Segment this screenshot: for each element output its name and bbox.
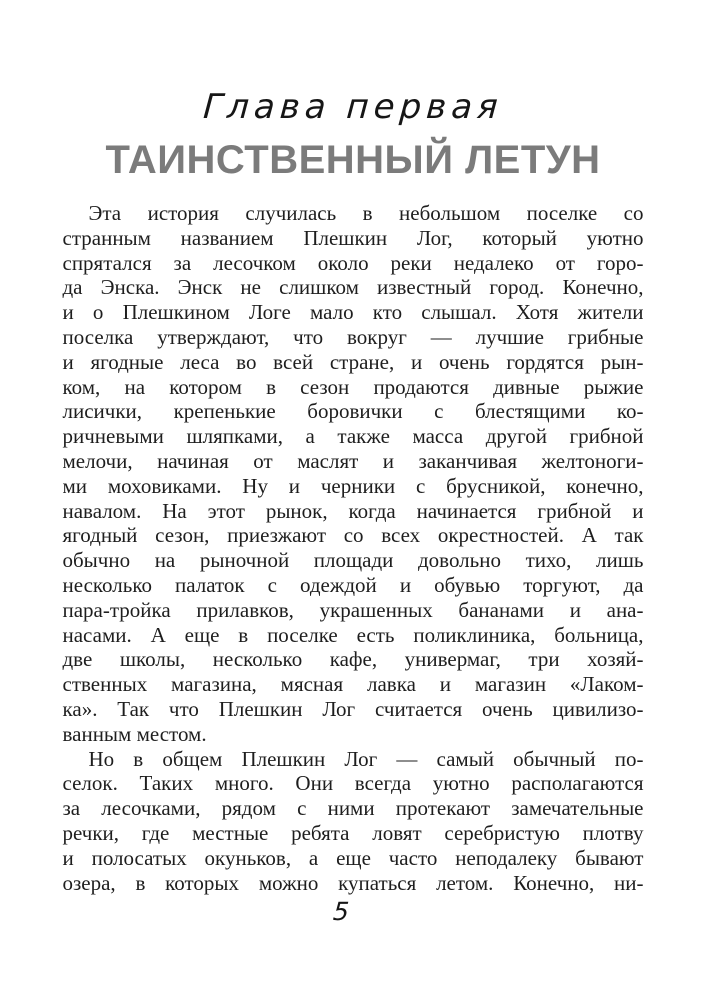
text-line: Но в общем Плешкин Лог — самый обычный по- bbox=[88, 746, 644, 771]
text-line: ричневыми шляпками, а также масса другой грибной bbox=[62, 424, 644, 449]
chapter-heading bbox=[0, 0, 706, 182]
text-line: странным названием Плешкин Лог, который уютно bbox=[62, 225, 644, 250]
paragraph bbox=[63, 747, 644, 896]
body-text bbox=[63, 201, 644, 895]
text-line: мелочи, начиная от маслят и заканчивая желтоноги- bbox=[62, 448, 644, 473]
text-line: насами. А еще в поселке есть поликлиника, больница, bbox=[62, 622, 644, 647]
text-line: спрятался за лесочком около реки недалеко от горо- bbox=[62, 250, 644, 275]
text-line: ванным местом. bbox=[62, 721, 207, 746]
text-line: за лесочками, рядом с ними протекают замечательные bbox=[62, 796, 644, 821]
text-line: несколько палаток с одеждой и обувью торгуют, да bbox=[62, 572, 644, 597]
text-line: две школы, несколько кафе, универмаг, три хозяй- bbox=[62, 647, 644, 672]
text-line: озера, в которых можно купаться летом. Конечно, ни- bbox=[62, 870, 644, 895]
text-line: поселка утверждают, что вокруг — лучшие грибные bbox=[62, 324, 644, 349]
chapter-title: ТАИНСТВЕННЫЙ ЛЕТУН bbox=[105, 138, 601, 182]
text-line: обычно на рыночной площади довольно тихо, лишь bbox=[62, 548, 644, 573]
text-line: да Энска. Энск не слишком известный город. Конечно, bbox=[62, 275, 644, 300]
text-line: Эта история случилась в небольшом поселке со bbox=[88, 201, 644, 225]
text-line: навалом. На этот рынок, когда начинается грибной и bbox=[62, 498, 644, 523]
text-line: и ягодные леса во всей стране, и очень гордятся рын- bbox=[62, 349, 644, 374]
text-line: лисички, крепенькие боровички с блестящими ко- bbox=[62, 399, 644, 424]
text-line: селок. Таких много. Они всегда уютно располагаются bbox=[62, 771, 644, 796]
page-number: 5 bbox=[332, 897, 350, 926]
chapter-label: Глава первая bbox=[201, 87, 505, 127]
text-line: пара-тройка прилавков, украшенных бананами и ана- bbox=[62, 597, 644, 622]
text-line: ягодный сезон, приезжают со всех окрестностей. А так bbox=[62, 523, 644, 548]
text-line: ка». Так что Плешкин Лог считается очень цивилизо- bbox=[62, 696, 644, 721]
text-line: и о Плешкином Логе мало кто слышал. Хотя жители bbox=[62, 300, 644, 325]
text-line: ком, на котором в сезон продаются дивные рыжие bbox=[62, 374, 644, 399]
text-line: ственных магазина, мясная лавка и магазин «Лаком- bbox=[62, 672, 644, 697]
paragraph bbox=[63, 201, 644, 747]
text-line: речки, где местные ребята ловят серебристую плотву bbox=[62, 820, 644, 845]
text-line: ми моховиками. Ну и черники с брусникой, конечно, bbox=[62, 473, 644, 498]
text-line: и полосатых окуньков, а еще часто неподалеку бывают bbox=[62, 845, 644, 870]
